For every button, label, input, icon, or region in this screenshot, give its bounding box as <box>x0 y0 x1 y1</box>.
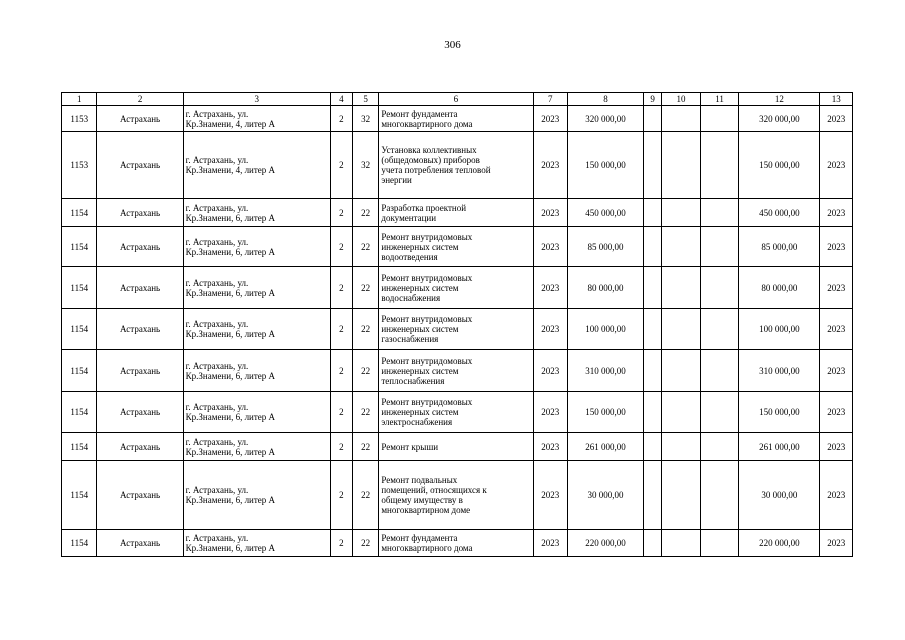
cell-col10 <box>662 350 701 392</box>
cell-year-end: 2023 <box>820 392 853 433</box>
column-header: 4 <box>330 93 352 106</box>
table-row <box>62 267 853 309</box>
cell-address <box>183 199 330 227</box>
cell-col10 <box>662 309 701 350</box>
cell-cost-total: 450 000,00 <box>739 199 820 227</box>
cell-address <box>183 461 330 530</box>
address-line: г. Астрахань, ул. <box>185 319 249 329</box>
work-type-line: энергии <box>381 175 412 185</box>
table-row <box>62 461 853 530</box>
cell-col10 <box>662 392 701 433</box>
cell-municipality: Астрахань <box>97 132 183 199</box>
cell-col10 <box>662 461 701 530</box>
cell-cost: 450 000,00 <box>567 199 643 227</box>
column-header: 9 <box>644 93 662 106</box>
cell-col9 <box>644 227 662 267</box>
work-type-line: Ремонт фундамента <box>381 108 458 119</box>
cell-col9 <box>644 199 662 227</box>
table-row <box>62 530 853 557</box>
work-type-line: инженерных систем <box>381 282 459 293</box>
column-header: 5 <box>353 93 379 106</box>
cell-year-end: 2023 <box>820 309 853 350</box>
cell-address <box>183 106 330 132</box>
work-type-line: многоквартирного дома <box>381 543 473 553</box>
work-type-line: Установка коллективных <box>381 145 477 155</box>
cell-year-end: 2023 <box>820 433 853 461</box>
cell-col4: 2 <box>330 461 352 530</box>
cell-year-end: 2023 <box>820 530 853 557</box>
cell-col5: 32 <box>353 106 379 132</box>
cell-year: 2023 <box>533 199 567 227</box>
cell-work-type <box>379 530 533 557</box>
work-type-line: Ремонт подвальных <box>381 475 458 485</box>
work-type-line: электроснабжения <box>381 417 453 427</box>
address-line: г. Астрахань, ул. <box>185 108 249 119</box>
cell-work-type <box>379 106 533 132</box>
cell-address <box>183 392 330 433</box>
column-header: 13 <box>820 93 853 106</box>
repair-program-table <box>61 92 853 557</box>
cell-cost-total: 85 000,00 <box>739 227 820 267</box>
cell-col5: 22 <box>353 530 379 557</box>
cell-municipality: Астрахань <box>97 461 183 530</box>
column-header: 12 <box>739 93 820 106</box>
column-header: 2 <box>97 93 183 106</box>
work-type-line: инженерных систем <box>381 241 459 252</box>
cell-col4: 2 <box>330 433 352 461</box>
cell-year: 2023 <box>533 106 567 132</box>
address-line: Кр.Знамени, 4, литер А <box>185 118 276 129</box>
address-line: Кр.Знамени, 6, литер А <box>185 495 276 505</box>
cell-col9 <box>644 433 662 461</box>
table-row <box>62 132 853 199</box>
address-line: г. Астрахань, ул. <box>185 277 249 288</box>
cell-cost: 80 000,00 <box>567 267 643 309</box>
cell-cost-total: 320 000,00 <box>739 106 820 132</box>
cell-col11 <box>700 199 739 227</box>
cell-work-type <box>379 199 533 227</box>
cell-col9 <box>644 392 662 433</box>
cell-col9 <box>644 132 662 199</box>
cell-year: 2023 <box>533 530 567 557</box>
cell-col4: 2 <box>330 106 352 132</box>
cell-col11 <box>700 267 739 309</box>
cell-work-type <box>379 433 533 461</box>
cell-col10 <box>662 227 701 267</box>
cell-work-type <box>379 461 533 530</box>
work-type-line: Ремонт фундамента <box>381 533 458 543</box>
cell-col4: 2 <box>330 227 352 267</box>
cell-cost: 150 000,00 <box>567 132 643 199</box>
cell-municipality: Астрахань <box>97 309 183 350</box>
work-type-line: инженерных систем <box>381 365 459 376</box>
cell-cost: 261 000,00 <box>567 433 643 461</box>
column-header: 1 <box>62 93 97 106</box>
work-type-line: Ремонт внутридомовых <box>381 272 473 283</box>
cell-address <box>183 309 330 350</box>
cell-col10 <box>662 530 701 557</box>
cell-col5: 22 <box>353 350 379 392</box>
cell-cost-total: 150 000,00 <box>739 132 820 199</box>
cell-work-type <box>379 132 533 199</box>
cell-col11 <box>700 227 739 267</box>
work-type-line: учета потребления тепловой <box>381 165 491 175</box>
cell-col10 <box>662 433 701 461</box>
cell-col11 <box>700 309 739 350</box>
cell-col11 <box>700 106 739 132</box>
cell-cost: 100 000,00 <box>567 309 643 350</box>
cell-year-end: 2023 <box>820 132 853 199</box>
cell-number: 1154 <box>62 350 97 392</box>
cell-number: 1154 <box>62 267 97 309</box>
cell-address <box>183 132 330 199</box>
cell-col11 <box>700 461 739 530</box>
address-line: г. Астрахань, ул. <box>185 360 249 371</box>
cell-year: 2023 <box>533 433 567 461</box>
column-header: 6 <box>379 93 533 106</box>
address-line: г. Астрахань, ул. <box>185 202 249 213</box>
address-line: Кр.Знамени, 4, литер А <box>185 165 276 175</box>
cell-cost-total: 100 000,00 <box>739 309 820 350</box>
address-line: Кр.Знамени, 6, литер А <box>185 370 276 381</box>
cell-col10 <box>662 199 701 227</box>
cell-col5: 32 <box>353 132 379 199</box>
cell-number: 1154 <box>62 433 97 461</box>
address-line: г. Астрахань, ул. <box>185 533 249 543</box>
cell-cost-total: 310 000,00 <box>739 350 820 392</box>
cell-address <box>183 530 330 557</box>
work-type-line: газоснабжения <box>381 334 439 344</box>
cell-number: 1154 <box>62 392 97 433</box>
address-line: г. Астрахань, ул. <box>185 436 249 447</box>
work-type-line: инженерных систем <box>381 407 459 417</box>
cell-col11 <box>700 132 739 199</box>
cell-number: 1154 <box>62 530 97 557</box>
cell-col5: 22 <box>353 433 379 461</box>
cell-year: 2023 <box>533 267 567 309</box>
cell-col4: 2 <box>330 350 352 392</box>
cell-col10 <box>662 132 701 199</box>
cell-year: 2023 <box>533 132 567 199</box>
cell-col5: 22 <box>353 461 379 530</box>
cell-cost: 85 000,00 <box>567 227 643 267</box>
cell-work-type <box>379 350 533 392</box>
cell-work-type <box>379 309 533 350</box>
cell-col4: 2 <box>330 309 352 350</box>
cell-col5: 22 <box>353 267 379 309</box>
work-type-line: многоквартирного дома <box>381 118 473 129</box>
cell-year-end: 2023 <box>820 227 853 267</box>
address-line: Кр.Знамени, 6, литер А <box>185 329 276 339</box>
work-type-line: Разработка проектной <box>381 202 467 213</box>
cell-year: 2023 <box>533 309 567 350</box>
cell-col9 <box>644 530 662 557</box>
cell-cost-total: 80 000,00 <box>739 267 820 309</box>
address-line: Кр.Знамени, 6, литер А <box>185 246 276 257</box>
cell-col11 <box>700 530 739 557</box>
cell-work-type <box>379 267 533 309</box>
cell-municipality: Астрахань <box>97 267 183 309</box>
cell-cost-total: 150 000,00 <box>739 392 820 433</box>
cell-year: 2023 <box>533 392 567 433</box>
cell-cost: 30 000,00 <box>567 461 643 530</box>
address-line: Кр.Знамени, 6, литер А <box>185 412 276 422</box>
work-type-line: Ремонт крыши <box>381 441 439 452</box>
work-type-line: Ремонт внутридомовых <box>381 355 473 366</box>
address-line: г. Астрахань, ул. <box>185 236 249 247</box>
cell-municipality: Астрахань <box>97 530 183 557</box>
table-row <box>62 106 853 132</box>
work-type-line: Ремонт внутридомовых <box>381 397 473 407</box>
table-row <box>62 350 853 392</box>
cell-work-type <box>379 227 533 267</box>
work-type-line: многоквартирном доме <box>381 505 471 515</box>
cell-col11 <box>700 350 739 392</box>
cell-cost: 320 000,00 <box>567 106 643 132</box>
table-row <box>62 199 853 227</box>
cell-col5: 22 <box>353 309 379 350</box>
cell-number: 1153 <box>62 132 97 199</box>
cell-col4: 2 <box>330 530 352 557</box>
column-header: 11 <box>700 93 739 106</box>
work-type-line: Ремонт внутридомовых <box>381 314 473 324</box>
table-header-row <box>62 93 853 106</box>
cell-col9 <box>644 267 662 309</box>
cell-year-end: 2023 <box>820 267 853 309</box>
cell-col5: 22 <box>353 227 379 267</box>
cell-number: 1154 <box>62 199 97 227</box>
page-number: 306 <box>444 39 461 51</box>
cell-col4: 2 <box>330 392 352 433</box>
cell-col11 <box>700 433 739 461</box>
cell-cost-total: 261 000,00 <box>739 433 820 461</box>
cell-cost: 310 000,00 <box>567 350 643 392</box>
work-type-line: документации <box>381 212 437 223</box>
table-row <box>62 227 853 267</box>
cell-col11 <box>700 392 739 433</box>
work-type-line: Ремонт внутридомовых <box>381 231 473 242</box>
cell-number: 1154 <box>62 227 97 267</box>
cell-col10 <box>662 267 701 309</box>
column-header: 7 <box>533 93 567 106</box>
column-header: 10 <box>662 93 701 106</box>
cell-year-end: 2023 <box>820 106 853 132</box>
cell-col10 <box>662 106 701 132</box>
cell-col4: 2 <box>330 199 352 227</box>
cell-col9 <box>644 309 662 350</box>
address-line: г. Астрахань, ул. <box>185 402 249 412</box>
work-type-line: общему имуществу в <box>381 495 463 505</box>
work-type-line: (общедомовых) приборов <box>381 155 480 165</box>
cell-cost-total: 220 000,00 <box>739 530 820 557</box>
cell-col9 <box>644 350 662 392</box>
cell-col5: 22 <box>353 199 379 227</box>
address-line: Кр.Знамени, 6, литер А <box>185 287 276 298</box>
cell-col9 <box>644 461 662 530</box>
column-header: 3 <box>183 93 330 106</box>
work-type-line: водоотведения <box>381 251 438 262</box>
cell-year: 2023 <box>533 461 567 530</box>
cell-address <box>183 227 330 267</box>
cell-year-end: 2023 <box>820 461 853 530</box>
cell-address <box>183 350 330 392</box>
work-type-line: помещений, относящихся к <box>381 485 487 495</box>
cell-number: 1153 <box>62 106 97 132</box>
cell-cost: 220 000,00 <box>567 530 643 557</box>
table-row <box>62 309 853 350</box>
cell-work-type <box>379 392 533 433</box>
cell-municipality: Астрахань <box>97 106 183 132</box>
cell-cost: 150 000,00 <box>567 392 643 433</box>
cell-address <box>183 267 330 309</box>
cell-year: 2023 <box>533 350 567 392</box>
table-row <box>62 433 853 461</box>
cell-municipality: Астрахань <box>97 433 183 461</box>
work-type-line: инженерных систем <box>381 324 459 334</box>
cell-year: 2023 <box>533 227 567 267</box>
cell-year-end: 2023 <box>820 350 853 392</box>
address-line: Кр.Знамени, 6, литер А <box>185 212 276 223</box>
work-type-line: теплоснабжения <box>381 375 445 386</box>
cell-year-end: 2023 <box>820 199 853 227</box>
cell-municipality: Астрахань <box>97 227 183 267</box>
work-type-line: водоснабжения <box>381 292 441 303</box>
cell-col5: 22 <box>353 392 379 433</box>
address-line: Кр.Знамени, 6, литер А <box>185 446 276 457</box>
cell-col9 <box>644 106 662 132</box>
cell-cost-total: 30 000,00 <box>739 461 820 530</box>
address-line: Кр.Знамени, 6, литер А <box>185 543 276 553</box>
cell-number: 1154 <box>62 461 97 530</box>
cell-number: 1154 <box>62 309 97 350</box>
cell-municipality: Астрахань <box>97 392 183 433</box>
cell-col4: 2 <box>330 132 352 199</box>
address-line: г. Астрахань, ул. <box>185 155 249 165</box>
cell-municipality: Астрахань <box>97 350 183 392</box>
cell-col4: 2 <box>330 267 352 309</box>
column-header: 8 <box>567 93 643 106</box>
cell-address <box>183 433 330 461</box>
cell-municipality: Астрахань <box>97 199 183 227</box>
address-line: г. Астрахань, ул. <box>185 485 249 495</box>
table-row <box>62 392 853 433</box>
